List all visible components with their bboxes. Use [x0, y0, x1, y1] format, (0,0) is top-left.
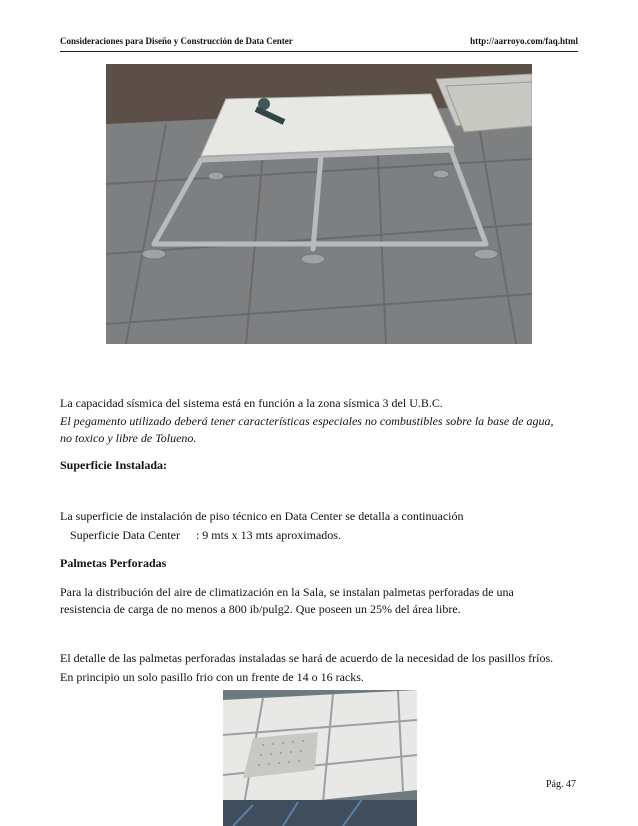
- surface-paragraph: La superficie de instalación de piso técnico en Data Center se detalla a continuación: [60, 509, 464, 523]
- glue-paragraph-line-1: El pegamento utilizado deberá tener características especiales no combustibles sobre la base de agua,: [60, 414, 554, 428]
- detail-paragraph: El detalle de las palmetas perforadas instaladas se hará de acuerdo de la necesidad de los pasillos fríos.: [60, 651, 554, 665]
- panels-paragraph-line-2: resistencia de carga de no menos a 800 ib/pulg2. Que poseen un 25% del área libre.: [60, 602, 461, 616]
- page-header: [60, 36, 578, 50]
- surface-value: : 9 mts x 13 mts aproximados.: [195, 528, 341, 542]
- panels-paragraph-line-1: Para la distribución del aire de climatización en la Sala, se instalan palmetas perforadas de una: [60, 585, 514, 599]
- header-url: http://aarroyo.com/faq.html: [470, 36, 578, 46]
- raised-floor-photo: [106, 64, 532, 344]
- perforated-tiles-photo: [223, 690, 417, 826]
- surface-label: Superficie Data Center: [70, 528, 180, 542]
- principle-paragraph: En principio un solo pasillo frio con un frente de 14 o 16 racks.: [60, 670, 364, 684]
- surface-detail: [70, 527, 590, 544]
- page-number: Pág. 47: [546, 779, 576, 790]
- panels-heading: Palmetas Perforadas: [60, 556, 167, 570]
- header-title: Consideraciones para Diseño y Construcción de Data Center: [60, 36, 293, 46]
- surface-heading: Superficie Instalada:: [60, 458, 168, 472]
- header-divider: [60, 51, 578, 52]
- glue-paragraph-line-2: no toxico y libre de Tolueno.: [60, 431, 197, 445]
- seismic-paragraph: La capacidad sísmica del sistema está en función a la zona sísmica 3 del U.B.C.: [60, 396, 443, 410]
